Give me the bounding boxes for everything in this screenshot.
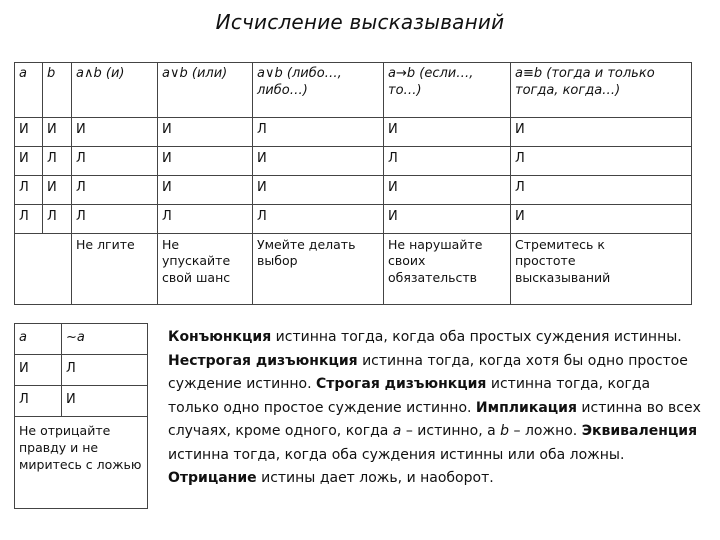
- note-line: Стремитесь к: [515, 237, 605, 252]
- definition-text: истинна во всех случаях, кроме одного, когда: [168, 399, 701, 439]
- table-cell: Л: [15, 176, 43, 205]
- table-cell: Л: [15, 386, 62, 417]
- note-line: своих: [388, 253, 426, 269]
- negation-header-a: a: [15, 324, 62, 355]
- header-a: a: [15, 63, 43, 118]
- note-line: Умейте делать: [257, 237, 356, 252]
- note-line: обязательств: [388, 269, 478, 285]
- table-cell: Л: [72, 205, 158, 234]
- table-cell: И: [15, 147, 43, 176]
- table-cell: Л: [253, 205, 384, 234]
- empty-note-cell: [15, 234, 72, 305]
- table-cell: Л: [158, 205, 253, 234]
- definition-text: – ложно.: [509, 423, 582, 439]
- definition-term: Отрицание: [168, 470, 257, 486]
- header-strict-disjunction-line2: либо…): [257, 82, 308, 98]
- header-disjunction: a∨b (или): [158, 63, 253, 118]
- definition-term: Конъюнкция: [168, 329, 272, 345]
- table-cell: Л: [72, 147, 158, 176]
- table-row: [15, 147, 692, 176]
- table-cell: И: [253, 147, 384, 176]
- table-row-notes: [15, 234, 692, 305]
- truth-table: [14, 62, 692, 305]
- definition-term: Импликация: [475, 399, 577, 416]
- table-cell: И: [253, 176, 384, 205]
- header-strict-disjunction-line1: a∨b (либо…,: [257, 66, 342, 81]
- definition-text: истинна тогда, когда оба суждения истинны или оба ложны.: [168, 446, 625, 463]
- page-title: Исчисление высказываний: [215, 10, 505, 34]
- table-cell: И: [384, 118, 511, 147]
- header-strict-disjunction: [253, 63, 384, 118]
- table-cell: Л: [43, 205, 72, 234]
- table-cell: И: [384, 176, 511, 205]
- note-disjunction: [158, 234, 253, 305]
- header-implication: [384, 63, 511, 118]
- table-cell: Л: [253, 118, 384, 147]
- table-row: [15, 118, 692, 147]
- header-implication-line1: a→b (если…,: [388, 66, 474, 81]
- negation-note-row: [15, 417, 148, 509]
- header-implication-line2: то…): [388, 82, 422, 98]
- definition-text: b: [500, 423, 510, 439]
- table-cell: Л: [72, 176, 158, 205]
- header-conjunction: a∧b (и): [72, 63, 158, 118]
- negation-header-row: [15, 324, 148, 355]
- note-line: Не: [162, 237, 180, 252]
- table-cell: Л: [511, 147, 692, 176]
- table-cell: И: [511, 205, 692, 234]
- header-b: b: [43, 63, 72, 118]
- table-cell: Л: [511, 176, 692, 205]
- header-equivalence: [511, 63, 692, 118]
- definition-text: истинна тогда, когда только одно простое суждение истинно.: [168, 376, 651, 416]
- definition-term: Строгая дизъюнкция: [316, 376, 487, 392]
- header-equivalence-line2: тогда, когда…): [515, 82, 621, 98]
- table-cell: И: [158, 118, 253, 147]
- note-strict-disjunction: [253, 234, 384, 305]
- note-line: Не нарушайте: [388, 237, 483, 252]
- note-line: высказываний: [515, 269, 611, 285]
- definitions-paragraph: [168, 326, 703, 491]
- negation-note: Не отрицайте правду и не миритесь с ложью: [15, 417, 148, 509]
- table-row: [15, 355, 148, 386]
- table-cell: И: [43, 118, 72, 147]
- table-cell: И: [15, 355, 62, 386]
- table-cell: Л: [15, 205, 43, 234]
- note-line: выбор: [257, 253, 298, 269]
- table-row: [15, 386, 148, 417]
- note-conjunction: Не лгите: [72, 234, 158, 305]
- definition-text: – истинно, а: [401, 423, 501, 439]
- table-cell: И: [511, 118, 692, 147]
- table-row: [15, 205, 692, 234]
- table-cell: Л: [384, 147, 511, 176]
- definition-text: a: [392, 423, 402, 439]
- table-cell: И: [62, 386, 148, 417]
- definition-term: Эквиваленция: [581, 423, 698, 439]
- table-cell: И: [158, 176, 253, 205]
- table-cell: И: [72, 118, 158, 147]
- table-cell: Л: [43, 147, 72, 176]
- table-cell: Л: [62, 355, 148, 386]
- note-equivalence: [511, 234, 692, 305]
- table-row: [15, 176, 692, 205]
- negation-table: [14, 323, 148, 509]
- negation-header-not-a: ~a: [62, 324, 148, 355]
- definition-term: Нестрогая дизъюнкция: [168, 352, 358, 369]
- header-equivalence-line1: a≡b (тогда и только: [515, 66, 655, 81]
- table-cell: И: [384, 205, 511, 234]
- note-implication: [384, 234, 511, 305]
- definition-text: истинна тогда, когда оба простых суждения истинны.: [271, 329, 682, 345]
- note-line: свой шанс: [162, 269, 231, 285]
- note-line: простоте: [515, 253, 576, 269]
- note-line: упускайте: [162, 253, 231, 269]
- table-cell: И: [15, 118, 43, 147]
- table-cell: И: [158, 147, 253, 176]
- truth-table-header-row: [15, 63, 692, 118]
- definition-text: истинна тогда, когда хотя бы одно простое суждение истинно.: [168, 352, 688, 392]
- definition-text: истины дает ложь, и наоборот.: [256, 470, 494, 486]
- table-cell: И: [43, 176, 72, 205]
